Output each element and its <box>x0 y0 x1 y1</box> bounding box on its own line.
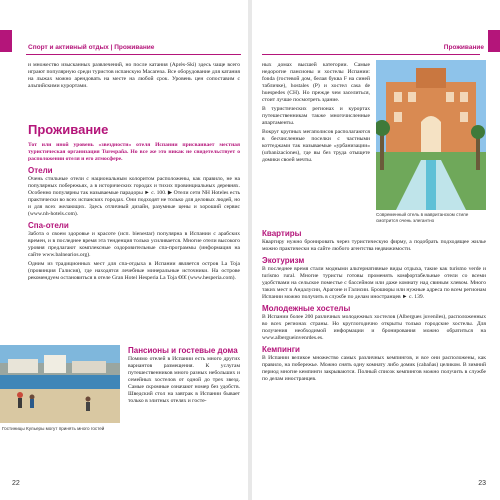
left-page <box>0 0 248 500</box>
right-col-paragraph-3: Вокруг крупных мегаполисов располагаются в бесчисленные поселки с частными коттеджами так называемые «урбанизации» (urbanizaciones), где вы без труда отыщете домики своей мечты. <box>262 129 370 163</box>
header-rule <box>262 54 480 55</box>
hotel-photo-caption: Современный отель в мавританском стиле смотрится очень элегантно <box>376 212 469 223</box>
spa-paragraph-2: Одним из традиционных мест для спа-отдыха в Испании является остров La Toja (провинция Галисия), где находятся лечебные минеральные источники. На острове рекомендуем остановиться в отеле Gran Hotel Hesperia La Toja €€€ (www.hesperia.com). <box>28 261 240 281</box>
spa-paragraph-1: Забота о своем здоровье и красоте (исп. bienestar) популярна в Испании с арабских времен, и в последнее время эта тенденция только усиливается. Многие отели высокого уровня предлагают комплексные оздоровительные спа-программы (информация на сайте www.balnearios.org). <box>28 231 240 258</box>
page-number-right: 23 <box>478 480 486 487</box>
ecotourism-paragraph: В последнее время стали модными альтернативные виды отдыха, такие как turismo verde и turismo rural. Многие туристы готовы променять комфортабельные отели со всеми удобствами на сельское поместье с бассейном или даже комнату над свиным хлевом. Много таких мест в Андалусии, Арагоне и Галисии. Брошюры или нужные адреса по всем регионам Испании можно получить в службе по делам иностранцев ► с. 139. <box>262 266 486 300</box>
header-rule <box>26 54 241 55</box>
running-head: Проживание <box>443 44 484 51</box>
beach-photo-caption: Гостиницы Кульеры могут принять много гостей <box>2 426 105 431</box>
guesthouses-paragraph: Помимо отелей в Испании есть много других вариантов размещения. К услугам путешественников много разных небольших и семейных хостелов от одной до трех звезд. Самые скромные означают номер без удобств. Шведский стол на завтрак в Испании бывает только в элитных отелях и госте- <box>128 356 240 404</box>
page-number-left: 22 <box>12 480 20 487</box>
right-page <box>252 0 500 500</box>
hostels-heading: Молодежные хостелы <box>262 304 351 313</box>
apartments-paragraph: Квартиру нужно бронировать через туристическую фирму, а подобрать подходящее жилье можно практически на сайте любого агентства недвижимости. <box>262 239 486 252</box>
hotels-paragraph: Очень стильные отели с национальным колоритом расположены, как правило, не на популярных побережьях, а в исторических городах и тихих провинциальных деревнях. Особенно популярны так называемые парадоры ► с. 100. ▶ Отели сети NH Hoteles есть практически во всех испанских городах. Они подходят не только для деловых людей, но и для всех желающих. Здесь отличный дизайн, разумные цены и хороший сервис (www.nh-hotels.com). <box>28 176 240 217</box>
right-top-column <box>262 62 370 166</box>
right-col-paragraph-1: ных домах высшей категории. Самые недорогие пансионы и хостелы Испании: fonda (гостевой дом, белая буква F на синей табличке), hostales (P) и хостел casa de huespedes (CH). Но прежде чем заселиться, стоит лучше посмотреть здание. <box>262 62 370 103</box>
apartments-heading: Квартиры <box>262 229 302 238</box>
campsites-heading: Кемпинги <box>262 345 300 354</box>
right-main-column <box>262 226 486 385</box>
chapter-tab <box>488 30 500 52</box>
guesthouses-heading: Пансионы и гостевые дома <box>128 346 238 355</box>
chapter-tab <box>0 30 12 52</box>
campsites-paragraph: В Испании великое множество самых различных кемпингов, и все они расположены, как правило, на побережье. Можно снять одну комнату либо домик (cabañas) целиком. В зимний период многие кемпинги закрываются. Полный список кемпингов можно получить в службе по делам иностранцев. <box>262 355 486 382</box>
beach-photo <box>0 345 120 423</box>
spa-heading: Спа-отели <box>28 221 69 230</box>
right-col-paragraph-2: В туристических регионах и курортах путешественникам также многочисленные апартаменты. <box>262 106 370 126</box>
section-title: Проживание <box>28 122 109 137</box>
hostels-paragraph: В Испании более 200 различных молодежных хостелов (Albergues juveniles), расположенных во всех регионах страны. Но круглогодично открыты только городские хостелы. Для получения необходимой информации и бронирования можно обратиться на www.albergueinvenrdes.es. <box>262 314 486 341</box>
intro-paragraph: и множество изысканных развлечений, но после катания (Après-Ski) здесь чаще всего играют популярную среди туристов испанскую Macarena. Все оборудование для катания на лыжах можно арендовать на месте на любой срок. Уровень цен сопоставим с альпийскими курортами. <box>28 62 240 89</box>
running-head: Спорт и активный отдых | Проживание <box>28 44 155 51</box>
hotel-photo <box>376 60 486 210</box>
guesthouses-column <box>128 347 240 407</box>
ecotourism-heading: Экотуризм <box>262 256 305 265</box>
section-lead: Тот или иной уровень «звездности» отеля Испании присваивает местная туристическая организация Turespaña. Но все же это никак не свидетельствует о расположении отеля и его атмосфере. <box>28 142 240 162</box>
hotels-heading: Отели <box>28 166 53 175</box>
left-main-column <box>28 142 240 284</box>
